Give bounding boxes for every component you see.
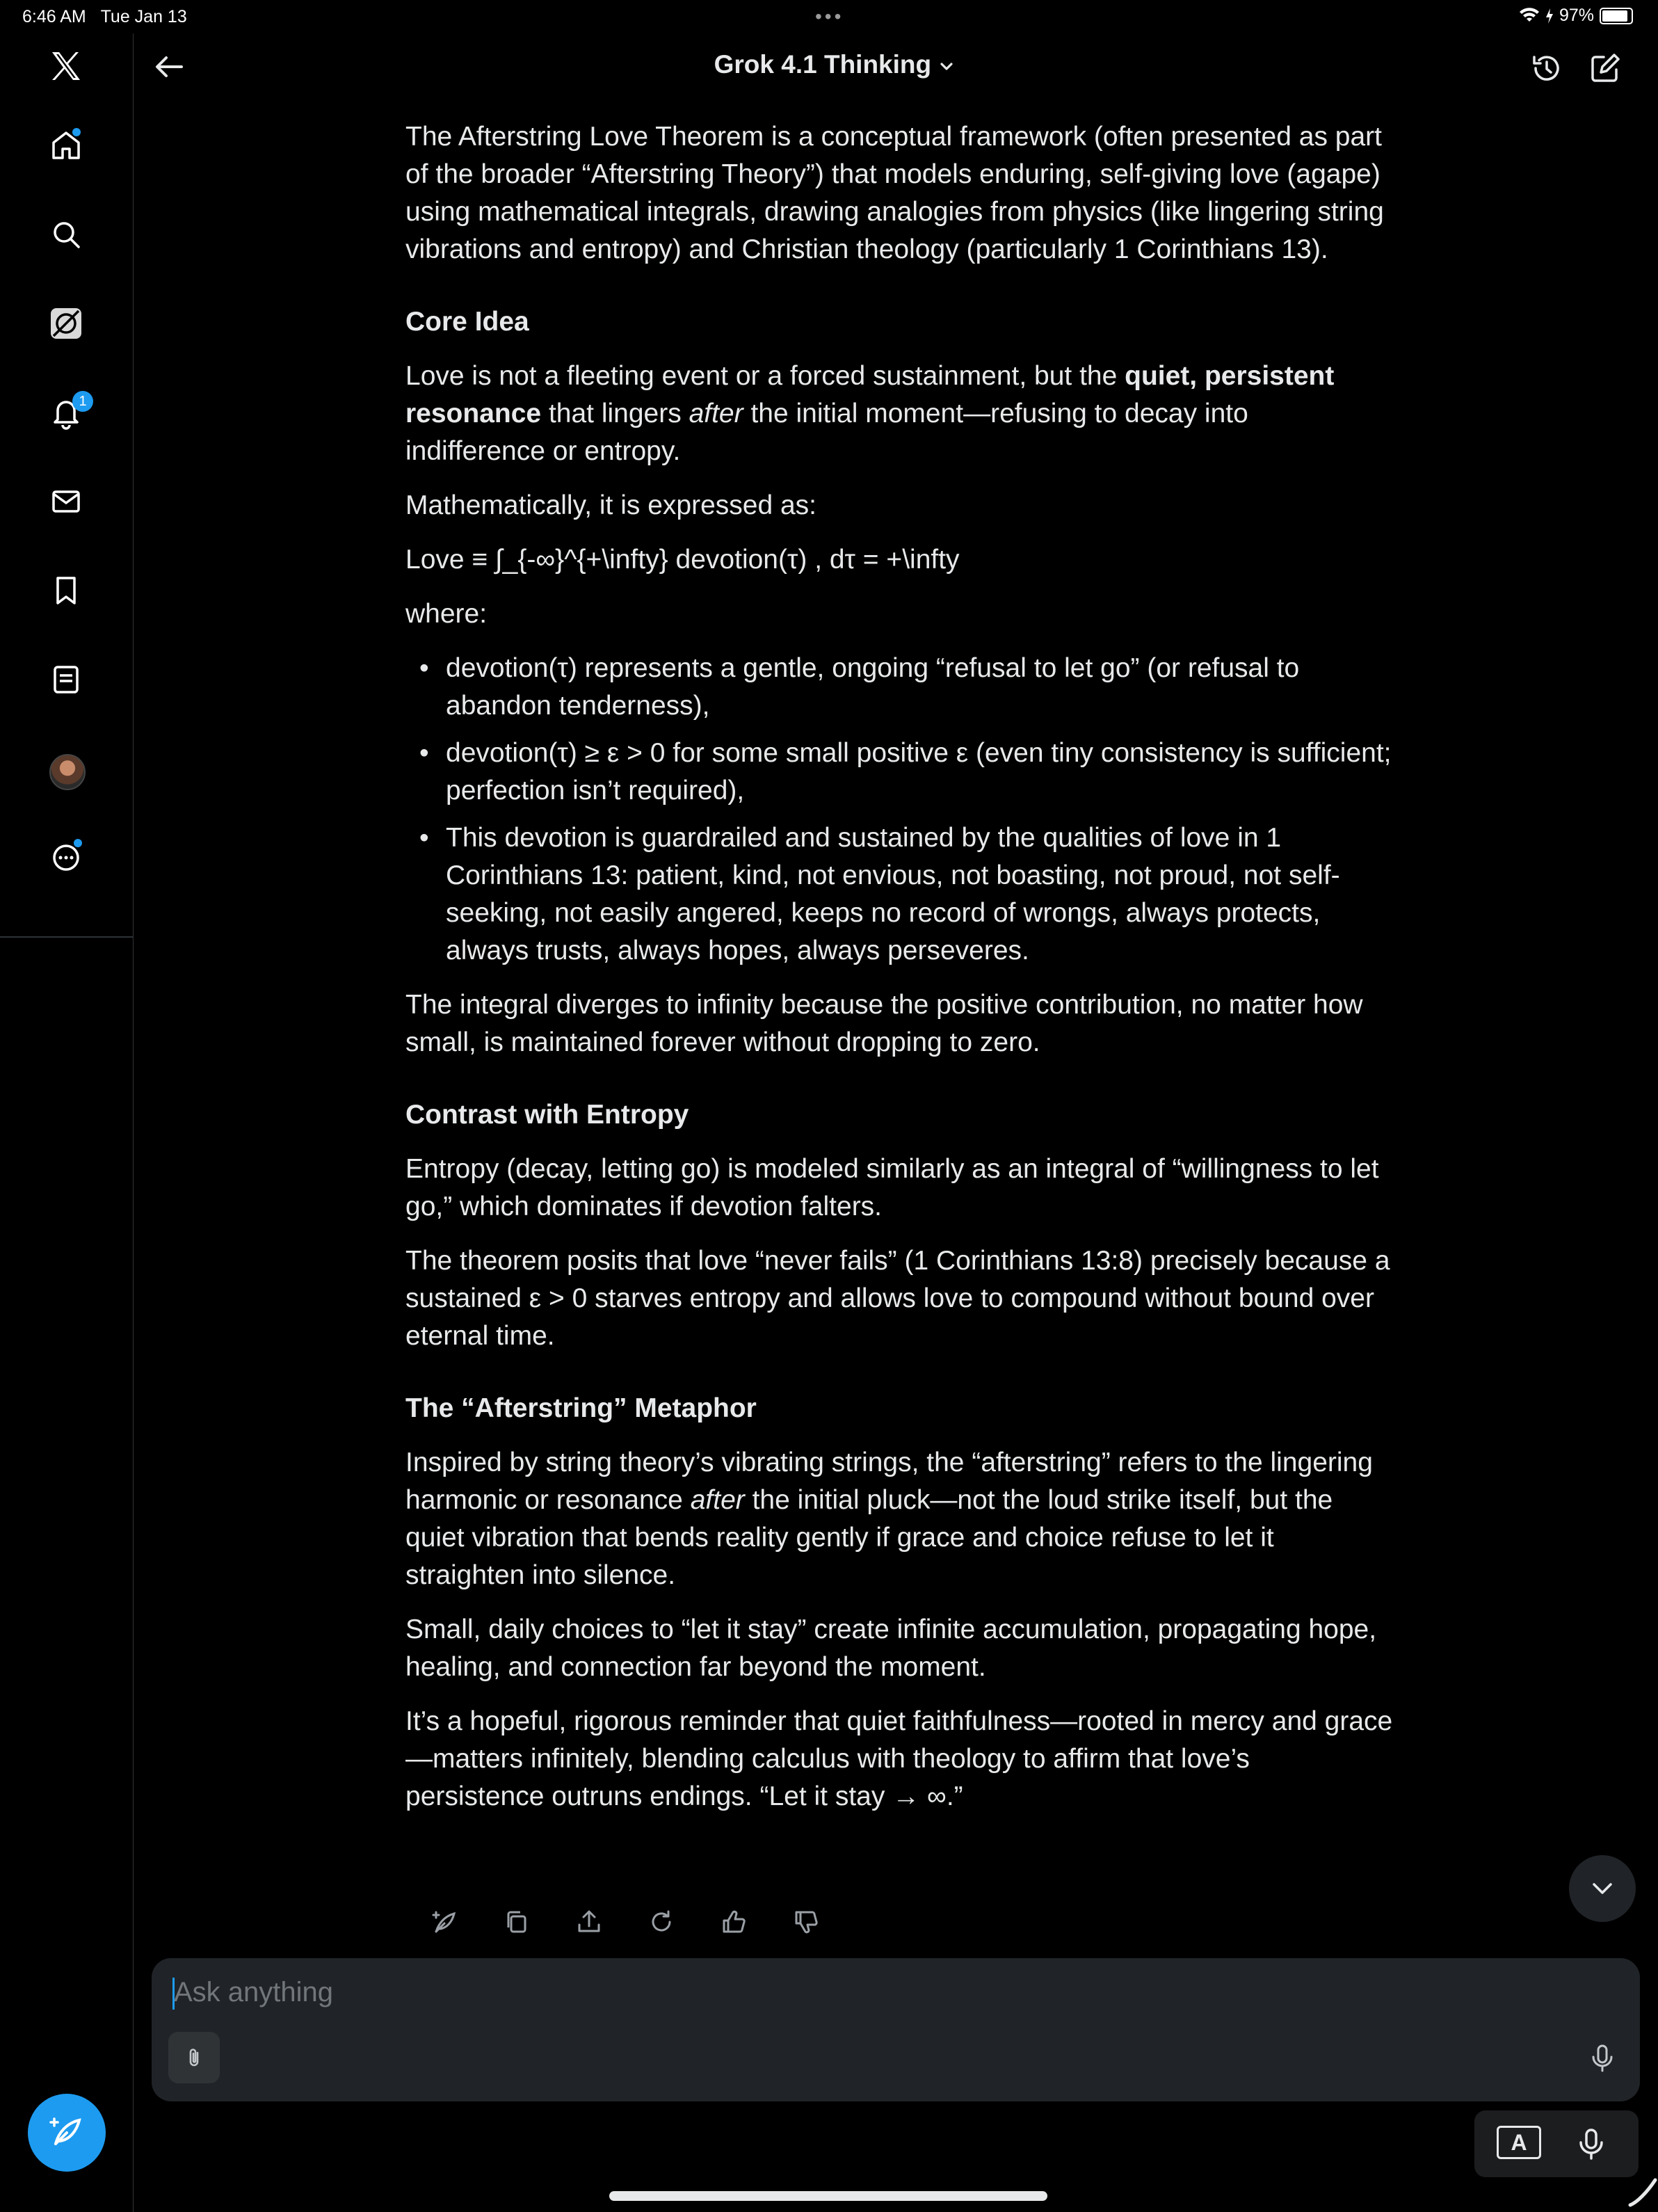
bookmarks-icon[interactable] bbox=[43, 568, 89, 614]
feather-compose-icon bbox=[46, 2112, 88, 2154]
thumbs-up-icon[interactable] bbox=[714, 1902, 754, 1942]
keyboard-toggle-button[interactable]: A bbox=[1497, 2126, 1541, 2159]
home-indicator[interactable] bbox=[609, 2191, 1047, 2201]
list-item: • This devotion is guardrailed and sustained by the qualities of love in 1 Corinthians 13: patient, kind, not envious, not boasting, not proud, not self-seeking, not easily angered, keeps no record of wrongs, always protects, always trusts, always hopes, always perseveres. bbox=[405, 819, 1393, 970]
sidebar bbox=[0, 33, 134, 2212]
lists-icon[interactable] bbox=[43, 657, 89, 703]
model-selector[interactable] bbox=[695, 50, 974, 79]
profile-avatar[interactable] bbox=[49, 754, 86, 790]
entropy-paragraph-2: The theorem posits that love “never fails” (1 Corinthians 13:8) precisely because a sustained ε > 0 starves entropy and allows love to compound without bound over eternal time. bbox=[405, 1246, 1390, 1351]
sidebar-divider bbox=[0, 936, 133, 938]
heading-contrast-entropy: Contrast with Entropy bbox=[405, 1100, 689, 1130]
page-title: Grok 4.1 Thinking bbox=[714, 50, 932, 79]
notifications-badge: 1 bbox=[72, 391, 93, 412]
battery-percent: 97% bbox=[1559, 6, 1594, 25]
compose-post-button[interactable] bbox=[28, 2094, 106, 2172]
more-notification-dot bbox=[74, 839, 82, 847]
metaphor-paragraph-2: Small, daily choices to “let it stay” create infinite accumulation, propagating hope, healing, and connection far beyond the moment. bbox=[405, 1614, 1377, 1682]
home-notification-dot bbox=[72, 128, 81, 136]
metaphor-paragraph-1: Inspired by string theory’s vibrating strings, the “afterstring” refers to the lingering harmonic or resonance after the initial pluck—not the loud strike itself, but the quiet vibration that bends reality gently if grace and choice refuse to let it straighten into silence. bbox=[405, 1448, 1373, 1590]
paperclip-icon bbox=[182, 2046, 206, 2069]
response-actions bbox=[424, 1902, 826, 1942]
status-time: 6:46 AM Tue Jan 13 bbox=[22, 7, 187, 26]
grok-icon[interactable] bbox=[43, 300, 89, 346]
diverges-paragraph: The integral diverges to infinity because the positive contribution, no matter how small, is maintained forever without dropping to zero. bbox=[405, 990, 1363, 1057]
explore-search-icon[interactable] bbox=[43, 211, 89, 257]
closing-paragraph: It’s a hopeful, rigorous reminder that quiet faithfulness—rooted in mercy and grace—matters infinitely, blending calculus with theology to affirm that love’s persistence outruns endings. “Let it stay → ∞.” bbox=[405, 1706, 1393, 1811]
regenerate-icon[interactable] bbox=[641, 1902, 682, 1942]
battery-icon bbox=[1600, 8, 1633, 24]
chevron-down-icon bbox=[938, 58, 955, 74]
ask-input[interactable] bbox=[172, 1971, 1497, 2014]
more-options-icon[interactable] bbox=[43, 835, 89, 881]
grok-share-to-post-icon[interactable] bbox=[424, 1902, 465, 1942]
math-intro: Mathematically, it is expressed as: bbox=[405, 490, 816, 520]
formula: Love ≡ ∫_{-∞}^{+\infty} devotion(τ) , dτ = +\infty bbox=[405, 545, 960, 575]
where-label: where: bbox=[405, 599, 488, 629]
devotion-list bbox=[405, 650, 1393, 970]
attach-button[interactable] bbox=[168, 2032, 220, 2083]
corner-handle-icon bbox=[1627, 2177, 1658, 2208]
entropy-paragraph-1: Entropy (decay, letting go) is modeled similarly as an integral of “willingness to let go,” which dominates if devotion falters. bbox=[405, 1154, 1379, 1221]
keyboard-accessory bbox=[1474, 2110, 1639, 2177]
x-logo-icon[interactable] bbox=[43, 43, 89, 89]
composer bbox=[152, 1958, 1640, 2101]
thumbs-down-icon[interactable] bbox=[786, 1902, 826, 1942]
copy-icon[interactable] bbox=[497, 1902, 537, 1942]
status-right bbox=[1519, 6, 1633, 26]
intro-paragraph: The Afterstring Love Theorem is a conceptual framework (often presented as part of the broader “Afterstring Theory”) that models enduring, self-giving love (agape) using mathematical integrals, drawing analogies from physics (like lingering string vibrations and entropy) and Christian theology (particularly 1 Corinthians 13). bbox=[405, 122, 1384, 264]
core-paragraph: Love is not a fleeting event or a forced sustainment, but the quiet, persistent resonance that lingers after the initial moment—refusing to decay into indifference or entropy. bbox=[405, 361, 1335, 466]
heading-afterstring-metaphor: The “Afterstring” Metaphor bbox=[405, 1393, 757, 1423]
messages-envelope-icon[interactable] bbox=[43, 479, 89, 524]
charging-icon bbox=[1545, 8, 1554, 24]
notifications-bell-icon[interactable] bbox=[43, 390, 89, 435]
heading-core-idea: Core Idea bbox=[405, 307, 529, 337]
scroll-to-bottom-button[interactable] bbox=[1569, 1855, 1636, 1922]
list-item: • devotion(τ) ≥ ε > 0 for some small positive ε (even tiny consistency is sufficient; perfection isn’t required), bbox=[405, 735, 1393, 810]
chevron-down-icon bbox=[1586, 1872, 1619, 1905]
dictation-mic-icon[interactable] bbox=[1573, 2126, 1609, 2162]
wifi-icon bbox=[1519, 8, 1540, 24]
back-arrow-icon[interactable] bbox=[150, 47, 188, 86]
microphone-icon[interactable] bbox=[1586, 2042, 1619, 2075]
new-chat-edit-icon[interactable] bbox=[1586, 49, 1625, 88]
grok-response bbox=[405, 118, 1393, 1832]
history-icon[interactable] bbox=[1527, 49, 1566, 88]
status-bar bbox=[0, 0, 1658, 33]
multitasking-dots[interactable]: ••• bbox=[815, 6, 844, 27]
list-item: • devotion(τ) represents a gentle, ongoing “refusal to let go” (or refusal to abandon tenderness), bbox=[405, 650, 1393, 725]
share-upload-icon[interactable] bbox=[569, 1902, 609, 1942]
home-icon[interactable] bbox=[43, 122, 89, 168]
text-caret bbox=[172, 1978, 175, 2010]
